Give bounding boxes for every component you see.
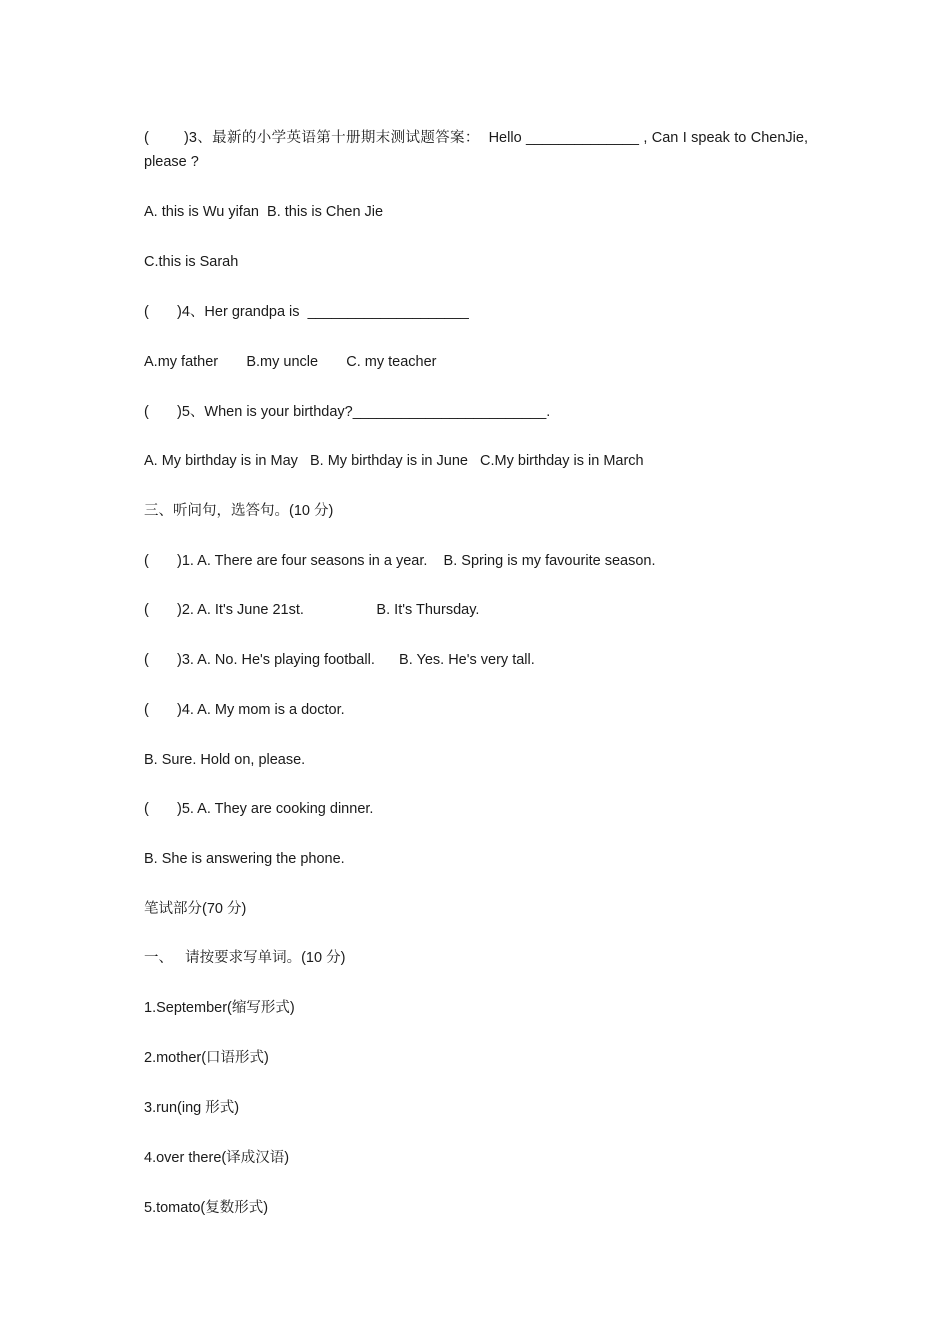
word-item-2: 2.mother(口语形式) [144, 1050, 269, 1066]
section-3-heading: 三、听问句，选答句。(10 分) [144, 503, 334, 519]
question-5-options: A. My birthday is in May B. My birthday is in June C.My birthday is in March [144, 453, 644, 469]
section-1-heading: 一、 请按要求写单词。(10 分) [144, 950, 346, 966]
written-part-heading: 笔试部分(70 分) [144, 901, 247, 917]
question-4-line: ( )4、Her grandpa is ____________________ [144, 304, 469, 320]
question-5-line: ( )5、When is your birthday?________________________. [144, 404, 551, 420]
word-item-1: 1.September(缩写形式) [144, 1000, 295, 1016]
word-item-4: 4.over there(译成汉语) [144, 1150, 290, 1166]
question-3-option-c: C.this is Sarah [144, 254, 239, 270]
listening-item-4-option-b: B. Sure. Hold on, please. [144, 752, 306, 768]
question-4-options: A.my father B.my uncle C. my teacher [144, 354, 437, 370]
word-item-5: 5.tomato(复数形式) [144, 1200, 269, 1216]
listening-item-3: ( )3. A. No. He's playing football. B. Yes. He's very tall. [144, 652, 535, 668]
word-item-3: 3.run(ing 形式) [144, 1100, 240, 1116]
listening-item-1: ( )1. A. There are four seasons in a year. B. Spring is my favourite season. [144, 553, 656, 569]
listening-item-2: ( )2. A. It's June 21st. B. It's Thursday. [144, 602, 480, 618]
question-3-line: ( )3、最新的小学英语第十册期末测试题答案： Hello ______________ , Can I speak to ChenJie, please ? [144, 130, 813, 170]
listening-item-5: ( )5. A. They are cooking dinner. [144, 801, 374, 817]
listening-item-4: ( )4. A. My mom is a doctor. [144, 702, 345, 718]
listening-item-5-option-b: B. She is answering the phone. [144, 851, 345, 867]
question-3-options-ab: A. this is Wu yifan B. this is Chen Jie [144, 204, 384, 220]
